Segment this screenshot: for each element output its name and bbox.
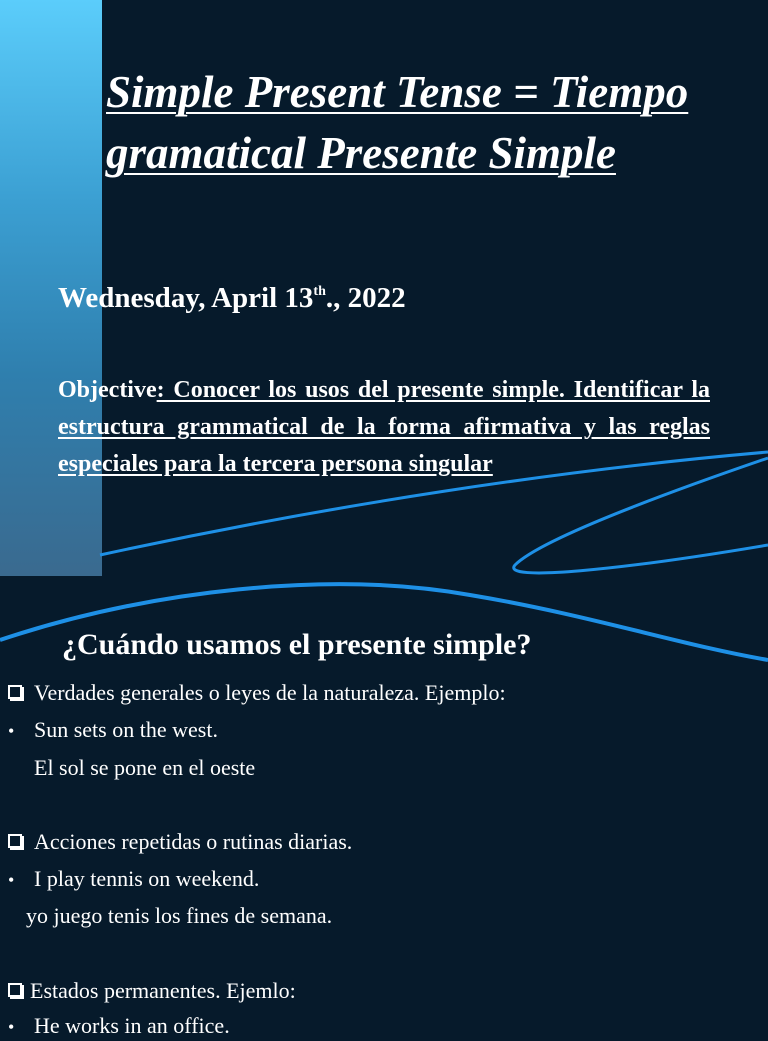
list-item-text: He works in an office. bbox=[34, 1013, 230, 1038]
list-item bbox=[8, 828, 352, 856]
section-question: ¿Cuándo usamos el presente simple? bbox=[62, 628, 532, 661]
list-item-text: Sun sets on the west. bbox=[34, 717, 218, 742]
dot-bullet-icon: • bbox=[8, 870, 15, 890]
list-item-text: Estados permanentes. Ejemlo: bbox=[30, 978, 296, 1003]
list-item-text: yo juego tenis los fines de semana. bbox=[26, 903, 333, 928]
list-item-text: I play tennis on weekend. bbox=[34, 866, 260, 891]
dot-bullet-icon: • bbox=[8, 721, 15, 741]
list-item bbox=[8, 977, 296, 1005]
list-item bbox=[8, 679, 506, 707]
list-item-text: Acciones repetidas o rutinas diarias. bbox=[34, 829, 353, 854]
list-item-text: El sol se pone en el oeste bbox=[34, 755, 256, 780]
list-item bbox=[8, 716, 218, 745]
lesson-date bbox=[58, 282, 406, 315]
date-ordinal-suffix: th bbox=[313, 284, 326, 299]
date-rest: ., 2022 bbox=[325, 282, 406, 314]
dot-bullet-icon: • bbox=[8, 1017, 15, 1037]
list-item bbox=[34, 754, 255, 782]
objective-paragraph bbox=[58, 372, 710, 483]
checkbox-bullet-icon bbox=[8, 983, 22, 997]
date-main: Wednesday, April 13 bbox=[58, 282, 314, 314]
slide-title: Simple Present Tense = Tiempo gramatical Presente Simple bbox=[106, 67, 689, 178]
checkbox-bullet-icon bbox=[8, 685, 22, 699]
list-item-text: Verdades generales o leyes de la naturaleza. Ejemplo: bbox=[34, 680, 506, 705]
objective-label: Objective bbox=[58, 377, 157, 403]
objective-text: : Conocer los usos del presente simple. Identificar la estructura grammatical de la forma afirmativa y las reglas especiales para la tercera persona singular bbox=[58, 377, 710, 477]
list-item bbox=[26, 902, 332, 930]
checkbox-bullet-icon bbox=[8, 834, 22, 848]
list-item bbox=[8, 1012, 230, 1041]
list-item bbox=[8, 865, 259, 894]
